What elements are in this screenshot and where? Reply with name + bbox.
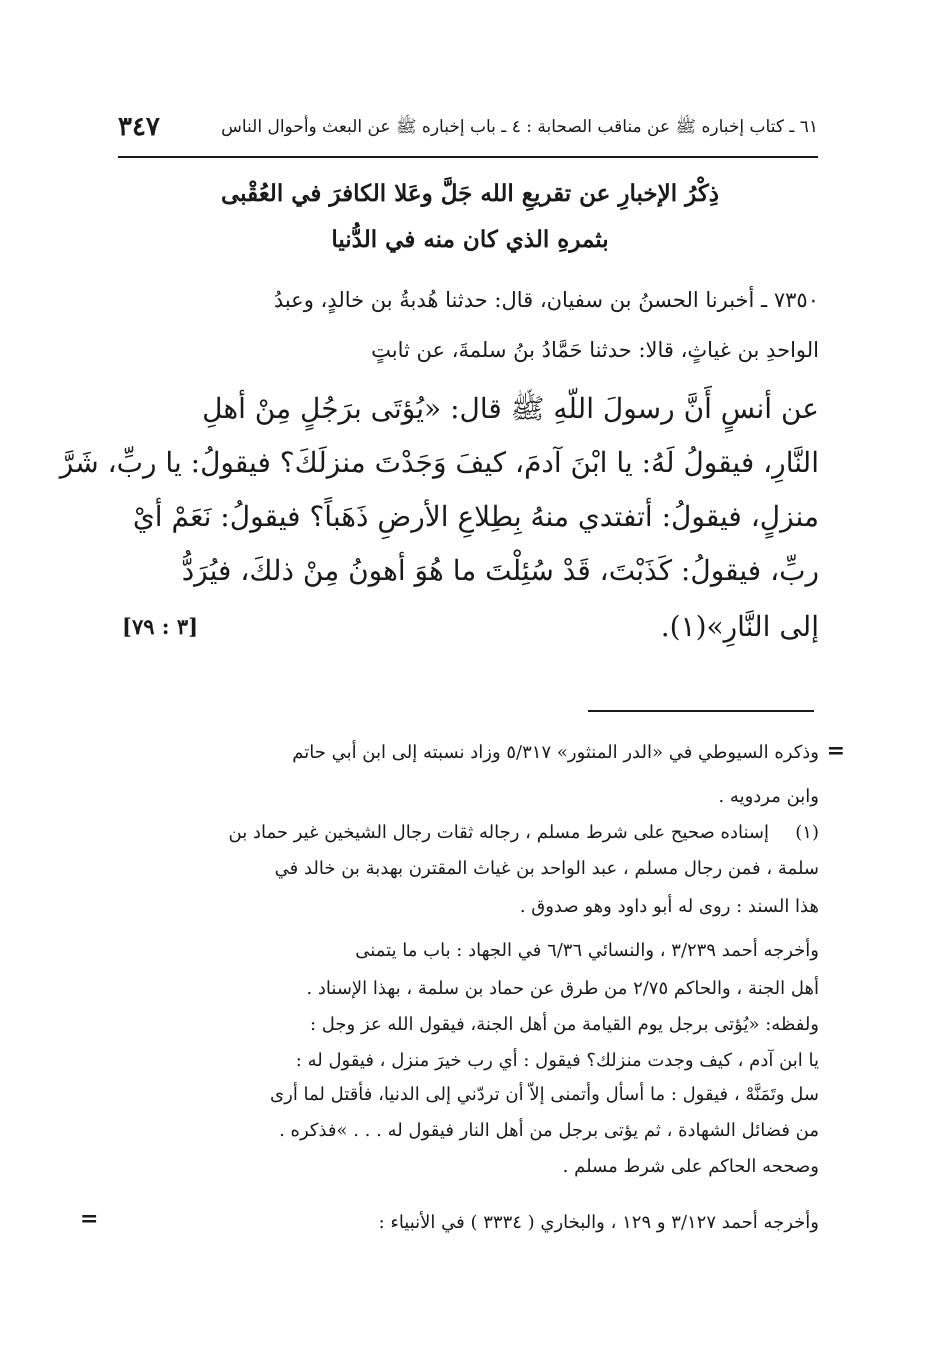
footnote-paragraph-line-4: يا ابن آدم ، كيف وجدت منزلك؟ فيقول : أي رب خيرَ منزل ، فيقول له : bbox=[295, 1050, 819, 1071]
volume-reference: [٣ : ٧٩] bbox=[122, 614, 199, 639]
hadith-isnad-line-2: الواحدِ بن غياثٍ، قالا: حدثنا حَمَّادُ بنُ سلمةَ، عن ثابتٍ bbox=[371, 338, 819, 362]
footnote-line-3: هذا السند : روى له أبو داود وهو صدوق . bbox=[519, 896, 819, 917]
footnote-paragraph-line-2: أهل الجنة ، والحاكم ٢/٧٥ من طرق عن حماد بن سلمة ، بهذا الإسناد . bbox=[306, 978, 819, 999]
section-title-line-2: بثمرهِ الذي كان منه في الدُّنيا bbox=[331, 226, 609, 253]
hadith-matn-line-4: ربِّ، فيقولُ: كَذَبْتَ، قَدْ سُئِلْتَ ما هُوَ أهونُ مِنْ ذلكَ، فيُرَدُّ bbox=[181, 554, 819, 587]
footnote-continuation-line-1: وذكره السيوطي في «الدر المنثور» ٥/٣١٧ وزاد نسبته إلى ابن أبي حاتم bbox=[292, 742, 819, 763]
page-header bbox=[118, 112, 818, 146]
footnote-continuation-line-2: وابن مردويه . bbox=[718, 786, 819, 807]
footnote-end-mark: = bbox=[80, 1206, 99, 1232]
page-number: ٣٤٧ bbox=[118, 112, 160, 142]
footnote-line-2: سلمة ، فمن رجال مسلم ، عبد الواحد بن غياث المقترن بهدبة بن خالد في bbox=[274, 858, 819, 879]
hadith-matn-line-5: إلى النَّارِ»(١). bbox=[660, 610, 819, 643]
footnote-paragraph-line-3: ولفظه: «يُؤتى برجل يوم القيامة من أهل الجنة، فيقول الله عز وجل : bbox=[310, 1014, 819, 1035]
footnote-line-1: إسناده صحيح على شرط مسلم ، رجاله ثقات رجال الشيخين غير حماد بن bbox=[228, 822, 769, 843]
header-rule bbox=[118, 156, 818, 158]
hadith-matn-line-2: النَّارِ، فيقولُ لَهُ: يا ابْنَ آدمَ، كيفَ وَجَدْتَ منزلَكَ؟ فيقولُ: يا ربِّ، شَرَّ bbox=[59, 446, 819, 479]
running-head: ٦١ ـ كتاب إخباره ﷺ عن مناقب الصحابة : ٤ ـ باب إخباره ﷺ عن البعث وأحوال الناس bbox=[221, 117, 818, 137]
hadith-matn-line-1: عن أنسٍ أَنَّ رسولَ اللّهِ ﷺ قال: «يُؤتَى برَجُلٍ مِنْ أهلِ bbox=[202, 392, 819, 425]
footnote-separator bbox=[588, 710, 814, 712]
footnote-paragraph-line-5: سل وتَمَنَّهْ ، فيقول : ما أسأل وأتمنى إلاّ أن تردّني إلى الدنيا، فأقتل لما أرى bbox=[270, 1084, 819, 1105]
footnote-number: (١) bbox=[795, 822, 819, 843]
footnote-paragraph-line-7: وصححه الحاكم على شرط مسلم . bbox=[562, 1156, 819, 1177]
section-title-line-1: ذِكْرُ الإخبارِ عن تقريعِ الله جَلَّ وعَلا الكافرَ في العُقْبى bbox=[220, 180, 720, 207]
footnote-continuation-mark: = bbox=[826, 738, 845, 764]
footnote-paragraph-line-8: وأخرجه أحمد ٣/١٢٧ و ١٢٩ ، والبخاري ( ٣٣٣٤ ) في الأنبياء : bbox=[378, 1212, 819, 1233]
footnote-paragraph-line-1: وأخرجه أحمد ٣/٢٣٩ ، والنسائي ٦/٣٦ في الجهاد : باب ما يتمنى bbox=[355, 940, 819, 961]
hadith-matn-line-3: منزلٍ، فيقولُ: أتفتدي منهُ بِطِلاعِ الأرضِ ذَهَباً؟ فيقولُ: نَعَمْ أيْ bbox=[132, 500, 819, 533]
footnote-paragraph-line-6: من فضائل الشهادة ، ثم يؤتى برجل من أهل النار فيقول له . . . »فذكره . bbox=[279, 1120, 819, 1141]
hadith-isnad-line-1: ٧٣٥٠ ـ أخبرنا الحسنُ بن سفيان، قال: حدثنا هُدبةُ بن خالدٍ، وعبدُ bbox=[273, 288, 819, 312]
